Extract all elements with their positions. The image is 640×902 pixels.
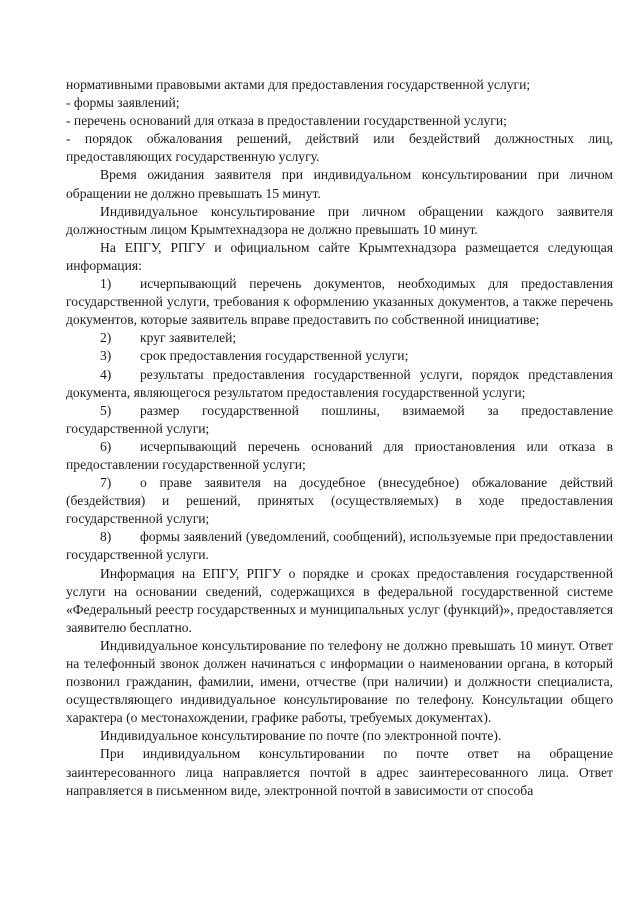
item-text: о праве заявителя на досудебное (внесудебное) обжалование действий (бездействия) и решений, принятых (осуществляемых) в ходе предоставления государственной услуги;	[66, 475, 613, 527]
item-text: исчерпывающий перечень оснований для приостановления или отказа в предоставлении государственной услуги;	[66, 438, 613, 472]
numbered-item-1	[66, 275, 613, 329]
numbered-item-5	[66, 402, 613, 438]
list-item-dash: - порядок обжалования решений, действий или бездействий должностных лиц, предоставляющих государственную услугу.	[66, 131, 613, 165]
item-number: 7)	[100, 475, 112, 491]
numbered-item-6	[66, 438, 613, 474]
item-number: 3)	[100, 348, 112, 364]
paragraph: На ЕПГУ, РПГУ и официальном сайте Крымтехнадзора размещается следующая информация:	[66, 239, 613, 273]
item-number: 4)	[100, 366, 112, 382]
item-text: результаты предоставления государственной услуги, порядок представления документа, являющегося результатом предоставления государственной услуги;	[66, 366, 613, 400]
list-item-dash: - формы заявлений;	[66, 95, 180, 111]
item-number: 1)	[100, 276, 112, 292]
item-number: 8)	[100, 529, 112, 545]
numbered-item-7	[66, 474, 613, 528]
paragraph: нормативными правовыми актами для предоставления государственной услуги;	[66, 77, 531, 92]
numbered-item-3	[66, 347, 613, 365]
item-text: размер государственной пошлины, взимаемой за предоставление государственной услуги;	[66, 402, 613, 436]
item-text: срок предоставления государственной услуги;	[140, 348, 409, 364]
paragraph: Информация на ЕПГУ, РПГУ о порядке и сроках предоставления государственной услуги на основании сведений, содержащихся в федеральной государственной системе «Федеральный реестр государственных и муниципальных услуг (функций)», предоставляется заявителю бесплатно.	[66, 565, 613, 635]
paragraph: Индивидуальное консультирование при личном обращении каждого заявителя должностным лицом Крымтехнадзора не должно превышать 10 минут.	[66, 203, 613, 237]
item-number: 2)	[100, 330, 112, 346]
document-body	[66, 76, 613, 800]
item-number: 6)	[100, 438, 112, 454]
item-text: формы заявлений (уведомлений, сообщений), используемые при предоставлении государственной услуги.	[66, 529, 613, 563]
item-text: исчерпывающий перечень документов, необходимых для предоставления государственной услуги, требования к оформлению указанных документов, а также перечень документов, которые заявитель вправе предоставить по собственной инициативе;	[66, 276, 613, 328]
list-item-dash: - перечень оснований для отказа в предоставлении государственной услуги;	[66, 113, 507, 129]
paragraph: Индивидуальное консультирование по почте (по электронной почте).	[100, 728, 502, 744]
numbered-item-8	[66, 528, 613, 564]
numbered-item-4	[66, 366, 613, 402]
paragraph: Время ожидания заявителя при индивидуальном консультировании при личном обращении не должно превышать 15 минут.	[66, 167, 613, 201]
numbered-item-2	[66, 329, 613, 347]
paragraph: Индивидуальное консультирование по телефону не должно превышать 10 минут. Ответ на телефонный звонок должен начинаться с информации о наименовании органа, в который позвонил гражданин, фамилии, имени, отчестве (при наличии) и должности специалиста, осуществляющего индивидуальное консультирование по телефону. Консультации общего характера (о местонахождении, графике работы, требуемых документах).	[66, 637, 613, 726]
paragraph: При индивидуальном консультировании по почте ответ на обращение заинтересованного лица направляется почтой в адрес заинтересованного лица. Ответ направляется в письменном виде, электронной почтой в зависимости от способа	[66, 746, 613, 798]
item-text: круг заявителей;	[140, 330, 237, 346]
item-number: 5)	[100, 402, 112, 418]
